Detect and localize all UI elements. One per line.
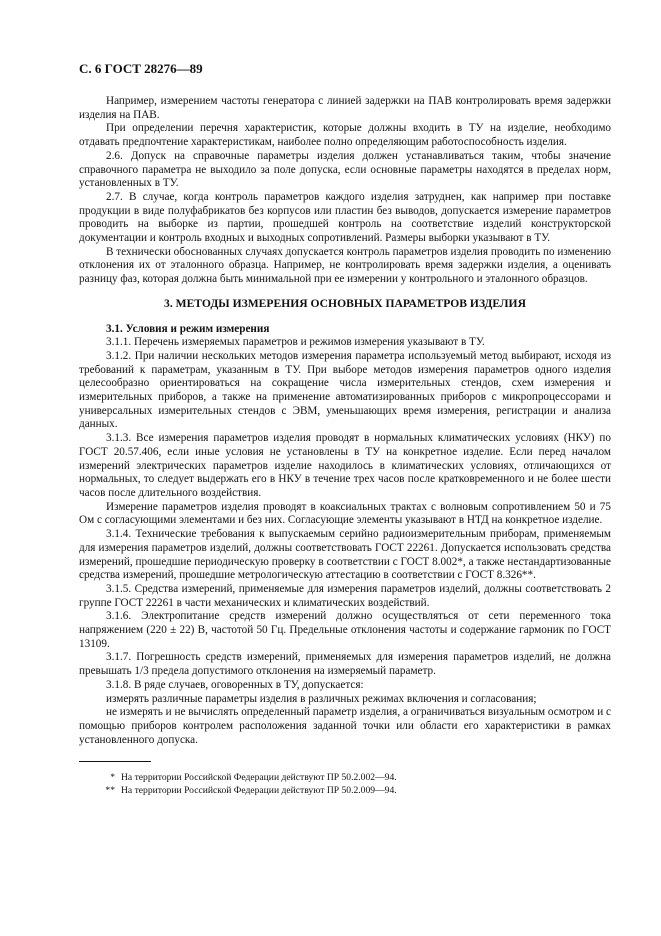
footnote-mark: * xyxy=(110,772,115,784)
footnote xyxy=(79,784,611,797)
footnote-text: На территории Российской Федерации действуют ПР 50.2.002—94. xyxy=(121,772,397,784)
page-header: С. 6 ГОСТ 28276—89 xyxy=(79,61,203,76)
paragraph: 2.7. В случае, когда контроль параметров каждого изделия затруднен, как например при поставке продукции в виде полуфабрикатов без корпусов или пластин без выводов, допускается измерение параметров проводить на выборке из партии, прошедшей контроль на соответствие изделий конструкторской документации и контроль входных и выходных сопротивлений. Размеры выборки указывают в ТУ. xyxy=(79,190,611,245)
paragraph: 2.6. Допуск на справочные параметры изделия должен устанавливаться таким, чтобы значение справочного параметра не выходило за поле допуска, если основные параметры находятся в пределах норм, установленных в ТУ. xyxy=(79,149,611,190)
paragraph: 3.1.6. Электропитание средств измерений должно осуществляться от сети переменного тока напряжением (220 ± 22) В, частотой 50 Гц. Предельные отклонения частоты и содержание гармоник по ГОСТ 13109. xyxy=(79,610,611,650)
paragraph: не измерять и не вычислять определенный параметр изделия, а ограничиваться визуальным осмотром и с помощью приборов контролем расположения заданной точки или области его характеристики в рамках установленного допуска. xyxy=(79,706,611,746)
paragraph: 3.1.7. Погрешность средств измерений, применяемых для измерения параметров изделий, не должна превышать 1/3 предела допустимого отклонения на измеряемый параметр. xyxy=(79,651,611,678)
paragraph: В технически обоснованных случаях допускается контроль параметров изделия проводить по изменению отклонения их от эталонного образца. Например, не контролировать время задержки изделия, а оценивать разницу фаз, которая должна быть минимальной при ее измерении у контрольного и эталонного образцов. xyxy=(79,245,611,286)
paragraph: При определении перечня характеристик, которые должны входить в ТУ на изделие, необходимо отдавать предпочтение характеристикам, наиболее полно определяющим работоспособность изделия. xyxy=(79,122,611,149)
paragraph: 3.1.8. В ряде случаев, оговоренных в ТУ, допускается: xyxy=(106,678,364,691)
paragraph: измерять различные параметры изделия в различных режимах включения и согласования; xyxy=(106,692,537,705)
paragraph: 3.1.3. Все измерения параметров изделия проводят в нормальных климатических условиях (НКУ) по ГОСТ 20.57.406, если иные условия не установлены в ТУ на конкретное изделие. Если перед началом измерений электрических параметров изделие находилось в климатических условиях, отличающихся от нормальных, то следует выдержать его в НКУ в течение трех часов после кратковременного и не более шести часов после длительного воздействия. xyxy=(79,432,611,499)
subsection-title: 3.1. Условия и режим измерения xyxy=(106,322,270,335)
paragraph: 3.1.2. При наличии нескольких методов измерения параметра используемый метод выбирают, исходя из требований к параметрам, указанным в ТУ. При выборе методов измерения параметров одного изделия целесообразно ориентироваться на сокращение числа измерительных стендов, схем измерения и измерительных приборов, а также на применение автоматизированных приборов с микропроцессорами и универсальных измерительных стендов с ЭВМ, уменьшающих время измерения, регистрации и анализа данных. xyxy=(79,349,611,431)
paragraph: Например, измерением частоты генератора с линией задержки на ПАВ контролировать время задержки изделия на ПАВ. xyxy=(79,95,611,121)
footnote-mark: ** xyxy=(105,785,115,797)
section-title: 3. МЕТОДЫ ИЗМЕРЕНИЯ ОСНОВНЫХ ПАРАМЕТРОВ ИЗДЕЛИЯ xyxy=(164,296,526,310)
footnote-divider xyxy=(79,761,151,762)
document-body xyxy=(79,95,611,797)
footnote xyxy=(79,771,611,784)
paragraph: 3.1.4. Технические требования к выпускаемым серийно радиоизмерительным приборам, применяемым для измерения параметров изделий, должны соответствовать ГОСТ 22261. Допускается использовать средства измерений, прошедшие периодическую проверку в соответствии с ГОСТ 8.002*, а также нестандартизованные средства измерений, прошедшие метрологическую аттестацию в соответствии с ГОСТ 8.326**. xyxy=(79,528,611,582)
footnote-text: На территории Российской Федерации действуют ПР 50.2.009—94. xyxy=(121,785,397,797)
paragraph: Измерение параметров изделия проводят в коаксиальных трактах с волновым сопротивлением 50 и 75 Ом с согласующими элементами и без них. Согласующие элементы указывают в НТД на конкретное изделие. xyxy=(79,500,611,527)
paragraph: 3.1.5. Средства измерений, применяемые для измерения параметров изделий, должны соответствовать 2 группе ГОСТ 22261 в части механических и климатических воздействий. xyxy=(79,582,611,609)
paragraph: 3.1.1. Перечень измеряемых параметров и режимов измерения указывают в ТУ. xyxy=(106,336,485,349)
